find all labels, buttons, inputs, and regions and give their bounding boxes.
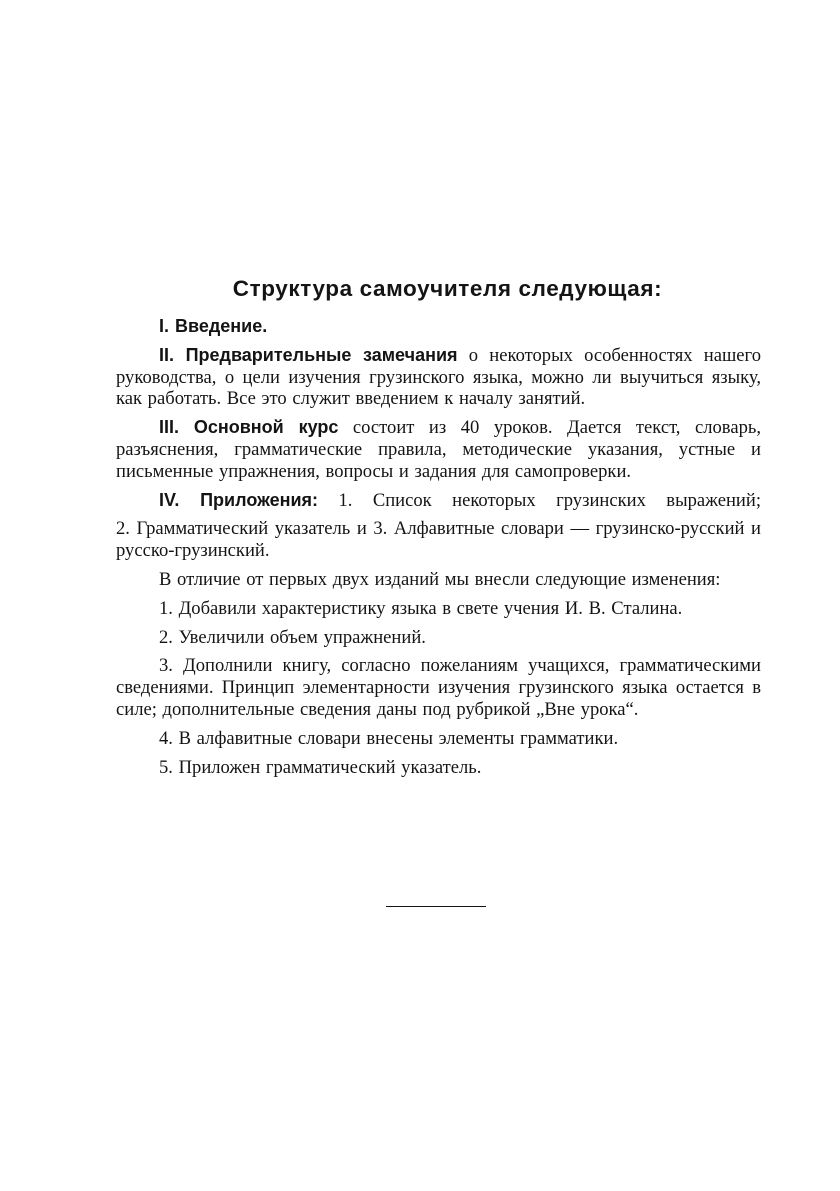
change-item: 5. Приложен грамматический указатель. [159, 756, 482, 778]
section-heading: I. Введение. [159, 316, 268, 336]
change-item: 1. Добавили характеристику языка в свете учения И. В. Сталина. [159, 597, 683, 619]
change-item: 3. Дополнили книгу, согласно пожеланиям учащихся, грамматическими сведениями. Принцип элементарности изучения грузинского языка остается в силе; дополнительные сведения даны под рубрикой „Вне урока“. [116, 655, 761, 720]
appendices-continuation: 2. Грамматический указатель и 3. Алфавитные словари — грузинско-русский и русско-грузинский. [116, 518, 761, 562]
section-heading: II. Предварительные замечания [159, 344, 458, 365]
section-introduction [116, 316, 761, 338]
change-item: 4. В алфавитные словари внесены элементы грамматики. [159, 727, 619, 749]
document-page [116, 276, 761, 785]
section-heading: IV. Приложения: [159, 489, 319, 510]
section-main-course [116, 417, 761, 482]
section-preliminary-notes [116, 345, 761, 410]
closing-rule [386, 906, 486, 907]
changes-intro: В отличие от первых двух изданий мы внесли следующие изменения: [159, 568, 721, 590]
section-appendices [116, 490, 761, 512]
section-text: о некоторых особенностях нашего руководства, о цели изучения грузинского языка, можно ли выучиться языку, как работать. Все это служит введением к началу занятий. [116, 344, 762, 410]
change-item: 2. Увеличили объем упражнений. [159, 626, 426, 648]
section-text: состоит из 40 уроков. Дается текст, словарь, разъяснения, грамматические правила, методические указания, устные и письменные упражнения, вопросы и задания для самопроверки. [116, 417, 761, 482]
document-title: Структура самоучителя следующая: [232, 276, 663, 301]
section-heading: III. Основной курс [159, 417, 339, 438]
section-text: 1. Список некоторых грузинских выражений; [318, 489, 761, 511]
